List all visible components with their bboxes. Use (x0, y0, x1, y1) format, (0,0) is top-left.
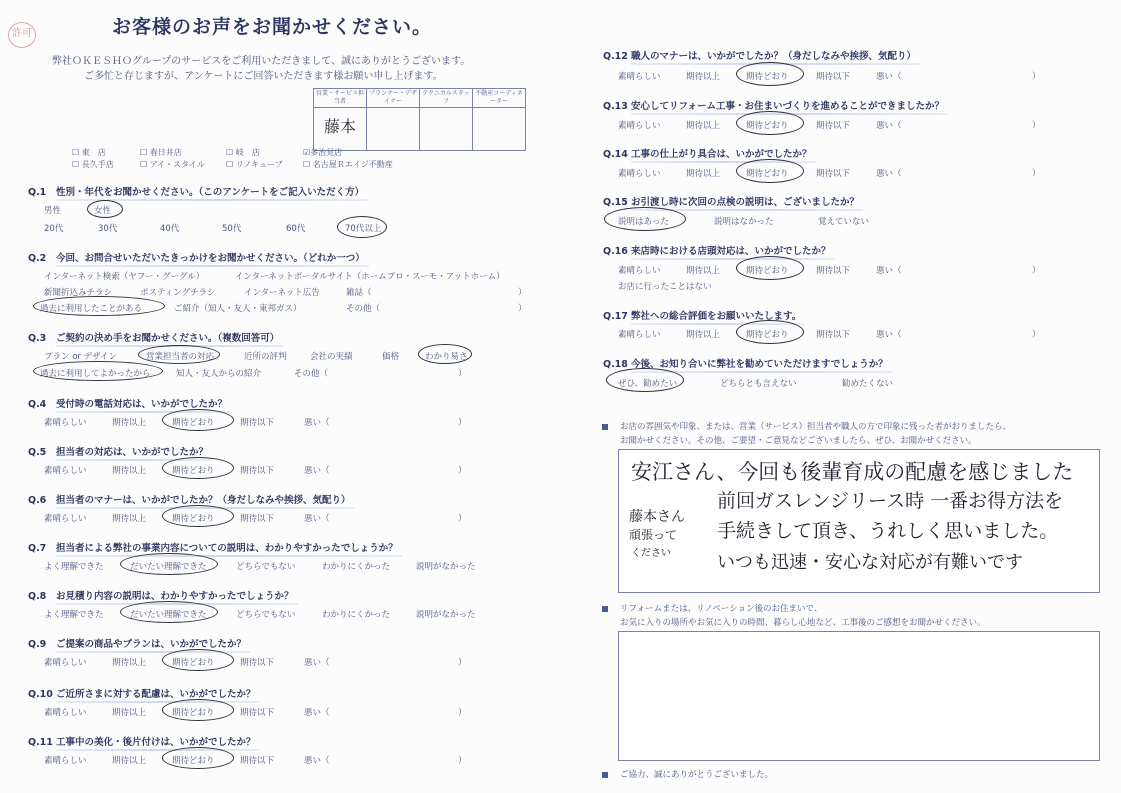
comment-prompt-1b: お聞かせください。その他、ご要望・ご意見などございましたら、ぜひ、お聞かせください。 (620, 436, 977, 446)
recommend-option[interactable]: 勧めたくない (842, 379, 894, 389)
understand-option[interactable]: どちらでもない (236, 562, 296, 572)
rating-option[interactable]: 期待以上 (686, 121, 721, 131)
reason-option[interactable]: その他（ (294, 369, 329, 379)
question-17: Q.17 弊社への総合評価をお願いいたします。 (603, 308, 801, 322)
inspection-option[interactable]: 覚えていない (818, 217, 870, 227)
rating-option[interactable]: 素晴らしい (618, 72, 661, 82)
paren-close: ） (458, 756, 467, 766)
inspection-option-selected[interactable]: 説明はあった (618, 217, 669, 227)
question-4: Q.4 受付時の電話対応は、いかがでしたか？ (28, 396, 227, 410)
circle-mark (604, 207, 686, 231)
rating-option[interactable]: 期待以下 (240, 418, 275, 428)
trigger-option[interactable]: ご紹介（知人・友人・東邦ガス） (174, 304, 302, 314)
store-checkbox[interactable]: ☐ リノキューブ (226, 160, 283, 169)
rating-option[interactable]: 悪い（ (304, 418, 330, 428)
age-option[interactable]: 60代 (286, 224, 306, 234)
question-14: Q.14 工事の仕上がり具合は、いかがでしたか？ (603, 146, 812, 160)
paren-close: ） (458, 658, 467, 668)
rating-option[interactable]: 期待以上 (112, 514, 147, 524)
rating-option[interactable]: 悪い（ (876, 266, 902, 276)
reason-option[interactable]: 近所の評判 (244, 352, 287, 362)
bullet-icon (602, 772, 608, 778)
reason-option[interactable]: プラン or デザイン (44, 352, 118, 362)
circle-mark (162, 409, 234, 431)
staff-realestate-cell[interactable] (473, 108, 526, 151)
gender-male[interactable]: 男性 (44, 206, 62, 216)
circle-mark (162, 699, 234, 721)
rating-option-selected[interactable]: 期待どおり (746, 72, 789, 82)
question-5: Q.5 担当者の対応は、いかがでしたか？ (28, 444, 208, 458)
comment-box-1[interactable] (618, 449, 1100, 593)
circle-mark (162, 457, 234, 479)
question-16: Q.16 来店時における店頭対応は、いかがでしたか？ (603, 243, 831, 257)
rating-option[interactable]: 素晴らしい (618, 266, 661, 276)
age-option-selected[interactable]: 70代以上 (345, 224, 382, 234)
rating-option[interactable]: 素晴らしい (44, 658, 87, 668)
understand-option-selected[interactable]: だいたい理解できた (130, 610, 207, 620)
question-11: Q.11 工事中の美化・後片付けは、いかがでしたか？ (28, 734, 256, 748)
reason-option[interactable]: 価格 (382, 352, 400, 362)
circle-mark (162, 649, 234, 671)
handwritten-line-2: 前回ガスレンジリース時 一番お得方法を (717, 490, 1064, 512)
age-option[interactable]: 30代 (98, 224, 118, 234)
rating-option[interactable]: 素晴らしい (44, 514, 87, 524)
circle-mark (418, 344, 472, 364)
bullet-icon (602, 424, 608, 430)
paren-close: ） (458, 708, 467, 718)
rating-option[interactable]: 期待以上 (112, 418, 147, 428)
understand-option[interactable]: わかりにくかった (322, 562, 391, 572)
trigger-option[interactable]: インターネット検索（ヤフー・グーグル） (44, 272, 205, 282)
circle-mark (736, 320, 804, 344)
rating-option[interactable]: 悪い（ (304, 756, 330, 766)
question-6: Q.6 担当者のマナーは、いかがでしたか？（身だしなみや挨拶、気配り） (28, 492, 351, 506)
comment-prompt-2b: お気に入りの場所やお気に入りの時間、暮らし心地など、工事後のご感想をお聞かせください。 (620, 618, 986, 628)
rating-option[interactable]: 期待以上 (686, 72, 721, 82)
question-12: Q.12 職人のマナーは、いかがでしたか？（身だしなみや挨拶、気配り） (603, 48, 916, 62)
circle-mark (736, 111, 804, 135)
rating-option[interactable]: 素晴らしい (618, 121, 661, 131)
question-13: Q.13 安心してリフォーム工事・お住まいづくりを進めることができましたか？ (603, 98, 944, 112)
question-10: Q.10 ご近所さまに対する配慮は、いかがでしたか？ (28, 686, 256, 700)
store-checkbox[interactable]: ☐ 岐 店 (226, 148, 260, 157)
circle-mark (120, 553, 218, 575)
store-checkbox[interactable]: ☐ 長久手店 (72, 160, 114, 169)
trigger-option[interactable]: インターネットポータルサイト（ホームプロ・スーモ・アットホーム） (235, 272, 505, 282)
staff-header-planner: プランナー・デザイナー (367, 89, 420, 108)
rating-option[interactable]: 期待以下 (816, 169, 851, 179)
rating-option[interactable]: 悪い（ (876, 330, 902, 340)
rating-option[interactable]: 期待以上 (686, 266, 721, 276)
question-9: Q.9 ご提案の商品やプランは、いかがでしたか？ (28, 636, 246, 650)
comment-prompt-1a: お店の雰囲気や印象、または、営業（サービス）担当者や職人の方で印象に残った者がおりましたら、 (620, 422, 1012, 432)
rating-option[interactable]: 期待以下 (816, 330, 851, 340)
store-checkbox-checked[interactable]: ☑多治見店 (303, 148, 343, 157)
reason-option-selected[interactable]: 過去に利用してよかったから (40, 369, 151, 379)
handwritten-side-2: 頑張って (629, 528, 678, 542)
rating-option-selected[interactable]: 期待どおり (172, 418, 215, 428)
paren-close: ） (458, 466, 467, 476)
question-18: Q.18 今後、お知り合いに弊社を勧めていただけますでしょうか？ (603, 356, 888, 370)
paren-close: ） (1032, 330, 1041, 340)
rating-option[interactable]: 悪い（ (304, 658, 330, 668)
rating-option[interactable]: 悪い（ (876, 169, 902, 179)
rating-option[interactable]: 期待以下 (816, 72, 851, 82)
store-checkbox[interactable]: ☐ 春日井店 (140, 148, 182, 157)
rating-option-selected[interactable]: 期待どおり (172, 514, 215, 524)
handwritten-side-1: 藤本さん (629, 509, 685, 525)
rating-option[interactable]: 悪い（ (304, 466, 330, 476)
handwritten-side-3: ください (631, 548, 671, 559)
staff-table (313, 88, 526, 151)
paren-close: ） (1032, 266, 1041, 276)
rating-option[interactable]: 期待以下 (240, 658, 275, 668)
trigger-option[interactable]: 雑誌（ (346, 288, 372, 298)
rating-option[interactable]: 期待以上 (112, 466, 147, 476)
circle-mark (120, 601, 218, 623)
circle-mark (162, 747, 234, 769)
rating-option[interactable]: 期待以上 (686, 330, 721, 340)
circle-mark (337, 216, 387, 238)
question-3: Q.3 ご契約の決め手をお聞かせください。（複数回答可） (28, 330, 279, 344)
paren-close: ） (518, 304, 527, 314)
understand-option[interactable]: よく理解できた (44, 562, 104, 572)
staff-header-technical: テクニカルスタッフ (420, 89, 473, 108)
rating-option[interactable]: 期待以上 (686, 169, 721, 179)
trigger-option[interactable]: インターネット広告 (244, 288, 320, 298)
question-1: Q.1 性別・年代をお聞かせください。（このアンケートをご記入いただく方） (28, 184, 364, 198)
staff-header-sales: 営業・サービス担当者 (314, 89, 367, 108)
paren-close: ） (458, 514, 467, 524)
understand-option[interactable]: よく理解できた (44, 610, 104, 620)
rating-option-selected[interactable]: 期待どおり (746, 330, 789, 340)
rating-option[interactable]: 期待以下 (240, 708, 275, 718)
circle-mark (87, 200, 123, 218)
staff-technical-cell[interactable] (420, 108, 473, 151)
rating-option[interactable]: 素晴らしい (618, 169, 661, 179)
reason-option-selected[interactable]: わかり易さ (425, 352, 468, 362)
age-option[interactable]: 20代 (44, 224, 64, 234)
rating-option[interactable]: 期待以下 (816, 121, 851, 131)
handwritten-line-1: 安江さん、今回も後輩育成の配慮を感じました (631, 460, 1074, 484)
rating-option-selected[interactable]: 期待どおり (746, 266, 789, 276)
paren-close: ） (458, 418, 467, 428)
intro-line-2: ご多忙と存じますが、アンケートにご回答いただきます様お願い申し上げます。 (84, 71, 443, 82)
store-visit-option[interactable]: お店に行ったことはない (618, 282, 712, 292)
question-15: Q.15 お引渡し時に次回の点検の説明は、ございましたか？ (603, 194, 859, 208)
page-title: お客様のお声をお聞かせください。 (112, 16, 433, 38)
bullet-icon (602, 606, 608, 612)
rating-option[interactable]: 素晴らしい (618, 330, 661, 340)
comment-prompt-2a: リフォームまたは、リノベーション後のお住まいで、 (620, 604, 823, 614)
understand-option[interactable]: 説明がなかった (416, 610, 476, 620)
rating-option-selected[interactable]: 期待どおり (172, 466, 215, 476)
circle-mark (138, 345, 220, 364)
staff-planner-cell[interactable] (367, 108, 420, 151)
gender-female[interactable]: 女性 (94, 206, 112, 216)
paren-close: ） (1032, 169, 1041, 179)
rating-option-selected[interactable]: 期待どおり (746, 169, 789, 179)
rating-option[interactable]: 素晴らしい (44, 418, 87, 428)
understand-option[interactable]: 説明がなかった (416, 562, 476, 572)
circle-mark (606, 368, 684, 392)
paren-close: ） (1032, 121, 1041, 131)
staff-sales-cell[interactable] (314, 108, 367, 151)
footer-thanks: ご協力、誠にありがとうございました。 (620, 770, 774, 780)
rating-option[interactable]: 期待以上 (112, 658, 147, 668)
staff-header-realestate: 不動産コーディネーター (473, 89, 526, 108)
rating-option[interactable]: 素晴らしい (44, 756, 87, 766)
paren-close: ） (458, 369, 467, 379)
trigger-option[interactable]: 新聞折込みチラシ (44, 288, 113, 298)
circle-mark (736, 256, 804, 280)
question-7: Q.7 担当者による弊社の事業内容についての説明は、わかりやすかったでしょうか？ (28, 540, 398, 554)
rating-option[interactable]: 悪い（ (304, 514, 330, 524)
handwritten-line-3: 手続きして頂き、うれしく思いました。 (717, 520, 1059, 542)
store-checkbox[interactable]: ☐ 東 店 (72, 148, 106, 157)
rating-option-selected[interactable]: 期待どおり (746, 121, 789, 131)
reason-option[interactable]: 会社の実績 (310, 352, 353, 362)
handwritten-line-4: いつも迅速・安心な対応が有難いです (717, 552, 1023, 573)
recommend-option-selected[interactable]: ぜひ、勧めたい (618, 379, 678, 389)
recommend-option[interactable]: どちらとも言えない (720, 379, 797, 389)
rating-option[interactable]: 素晴らしい (44, 708, 87, 718)
rating-option[interactable]: 悪い（ (304, 708, 330, 718)
paren-close: ） (1032, 72, 1041, 82)
rating-option[interactable]: 期待以上 (112, 708, 147, 718)
circle-mark (736, 159, 804, 183)
rating-option[interactable]: 期待以下 (240, 514, 275, 524)
rating-option-selected[interactable]: 期待どおり (172, 708, 215, 718)
rating-option-selected[interactable]: 期待どおり (172, 756, 215, 766)
staff-sales-name: 藤本 (323, 117, 356, 136)
store-checkbox[interactable]: ☐ アイ・スタイル (140, 160, 205, 169)
rating-option-selected[interactable]: 期待どおり (172, 658, 215, 668)
reason-option[interactable]: 知人・友人からの紹介 (176, 369, 262, 379)
circle-mark (33, 296, 165, 316)
rating-option[interactable]: 悪い（ (876, 72, 902, 82)
comment-box-2[interactable] (618, 631, 1100, 761)
age-option[interactable]: 40代 (160, 224, 180, 234)
rating-option[interactable]: 期待以下 (240, 756, 275, 766)
trigger-option-selected[interactable]: 過去に利用したことがある (40, 304, 143, 314)
rating-option[interactable]: 素晴らしい (44, 466, 87, 476)
paren-close: ） (518, 288, 527, 298)
question-8: Q.8 お見積り内容の説明は、わかりやすかったでしょうか？ (28, 588, 294, 602)
understand-option[interactable]: どちらでもない (236, 610, 296, 620)
circle-mark (736, 62, 804, 86)
stamp-mark: 許可 (8, 22, 36, 48)
rating-option[interactable]: 期待以上 (112, 756, 147, 766)
rating-option[interactable]: 期待以下 (816, 266, 851, 276)
reason-option-selected[interactable]: 営業担当者の対応 (146, 352, 215, 362)
trigger-option[interactable]: ポスティングチラシ (140, 288, 216, 298)
rating-option[interactable]: 期待以下 (240, 466, 275, 476)
trigger-option[interactable]: その他（ (346, 304, 381, 314)
inspection-option[interactable]: 説明はなかった (714, 217, 774, 227)
circle-mark (162, 505, 234, 527)
store-checkbox[interactable]: ☐ 名古屋Ｒエイジ不動産 (303, 160, 393, 169)
circle-mark (33, 361, 163, 381)
age-option[interactable]: 50代 (222, 224, 242, 234)
question-2: Q.2 今回、お問合せいただいたきっかけをお聞かせください。（どれか一つ） (28, 250, 365, 264)
intro-line-1: 弊社ＯＫＥＳＨＯグループのサービスをご利用いただきまして、誠にありがとうございます。 (52, 56, 471, 67)
rating-option[interactable]: 悪い（ (876, 121, 902, 131)
understand-option[interactable]: わかりにくかった (322, 610, 391, 620)
understand-option-selected[interactable]: だいたい理解できた (130, 562, 207, 572)
